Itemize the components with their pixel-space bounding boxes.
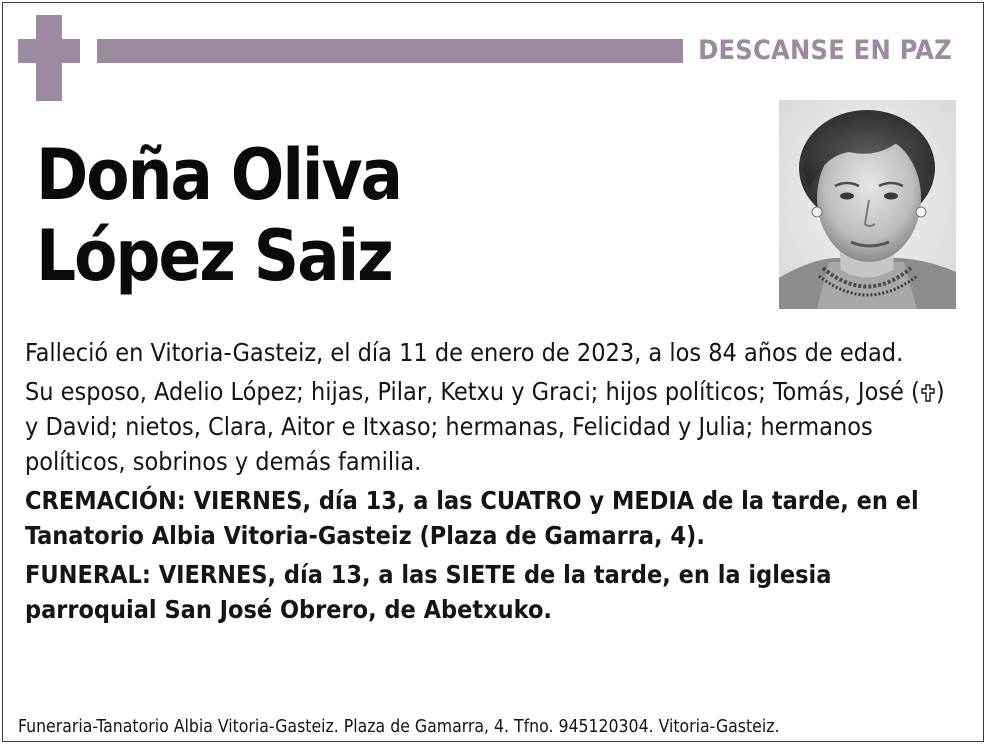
tagline: DESCANSE EN PAZ (698, 35, 952, 66)
cremation-notice: CREMACIÓN: VIERNES, día 13, a las CUATRO y MEDIA de la tarde, en el Tanatorio Albia Vitoria-Gasteiz (Plaza de Gamarra, 4). (25, 486, 919, 550)
death-notice: Falleció en Vitoria-Gasteiz, el día 11 de enero de 2023, a los 84 años de edad. (25, 338, 904, 367)
announcement-text (25, 335, 955, 631)
portrait-photo (779, 100, 956, 309)
name-line-1: Doña Oliva (36, 134, 401, 216)
deceased-name (36, 135, 401, 297)
cross-icon (18, 15, 80, 101)
family-text-part-2: ) y David; nietos, Clara, Aitor e Itxaso; hermanas, Felicidad y Julia; hermanos políticos, sobrinos y demás familia. (25, 377, 945, 476)
header-bar (97, 39, 683, 63)
name-line-2: López Saiz (36, 215, 392, 297)
cross-icon (921, 384, 935, 402)
family-text-part-1: Su esposo, Adelio López; hijas, Pilar, Ketxu y Graci; hijos políticos; Tomás, José ( (25, 377, 920, 406)
funeral-notice: FUNERAL: VIERNES, día 13, a las SIETE de la tarde, en la iglesia parroquial San José Obrero, de Abetxuko. (25, 560, 832, 624)
family-list (25, 374, 955, 479)
funeral-home-footer: Funeraria-Tanatorio Albia Vitoria-Gasteiz. Plaza de Gamarra, 4. Tfno. 945120304. Vitoria-Gasteiz. (18, 717, 780, 737)
